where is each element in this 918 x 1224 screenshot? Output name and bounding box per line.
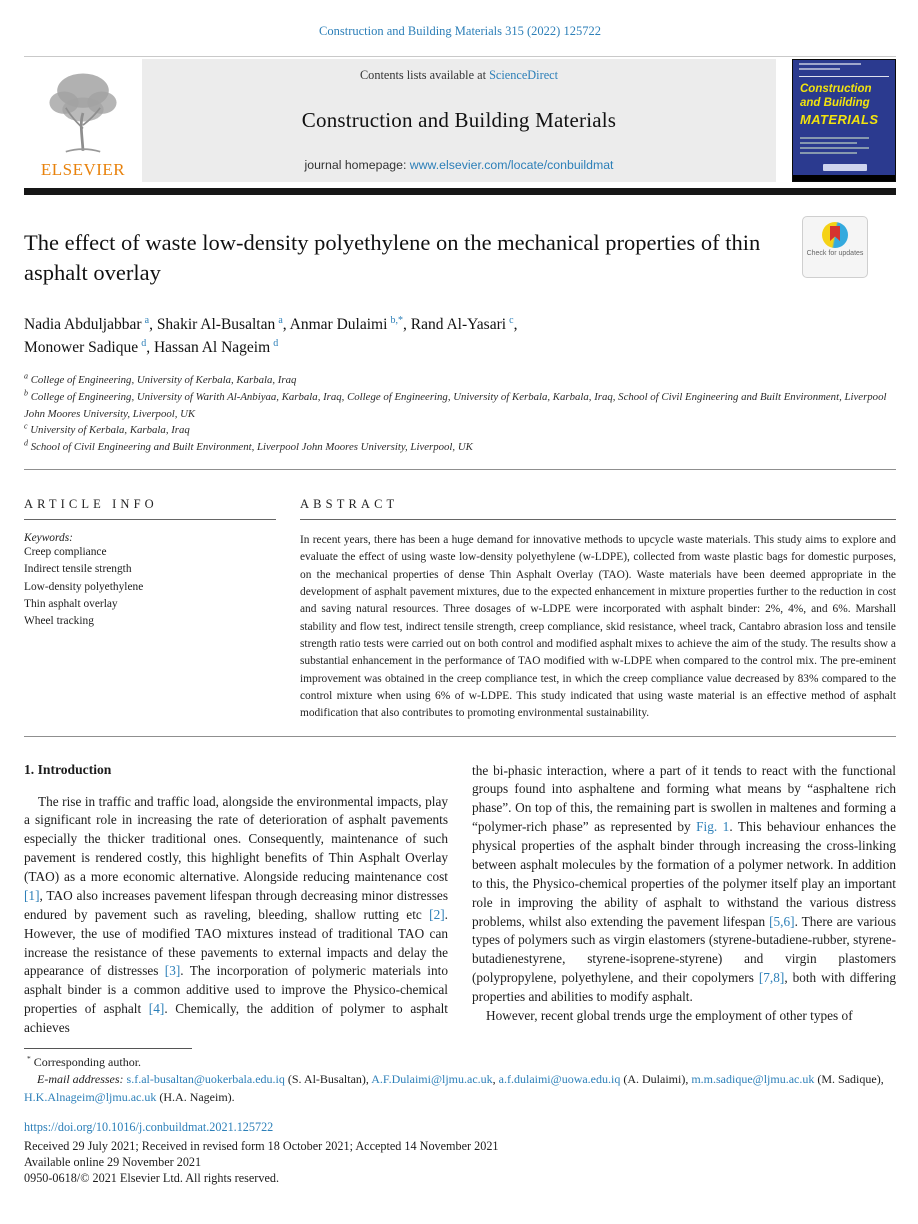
email-text: (H.A. Nageim).: [156, 1089, 235, 1104]
cover-publisher-tag: [823, 164, 867, 171]
banner-center: [142, 59, 776, 182]
affiliation: $^d$ School of Civil Engineering and Built Environment, Liverpool John Moores University, Liverpool, UK: [24, 438, 473, 454]
email-label: E-mail addresses:: [37, 1072, 127, 1087]
email-link[interactable]: m.m.sadique@ljmu.ac.uk: [691, 1072, 815, 1087]
keyword: Low-density polyethylene: [24, 580, 144, 593]
contents-line: [152, 68, 766, 83]
keyword: Creep compliance: [24, 545, 107, 558]
email-addresses-line: [24, 1071, 896, 1106]
cover-bottom-strip: [793, 175, 895, 181]
copyright-line: 0950-0618/© 2021 Elsevier Ltd. All rights reserved.: [24, 1171, 279, 1186]
journal-cover-thumbnail: [792, 59, 896, 182]
affiliation: $^b$ College of Engineering, University of Warith Al-Anbiyaa, Karbala, Iraq, College of Engineering, University of Kerbala, Karbala, Iraq, School of Civil Engineering and Built Environment, Liverpool John Moores University, Liverpool, UK: [24, 388, 887, 420]
article-title: The effect of waste low-density polyethylene on the mechanical properties of thin asphalt overlay: [24, 230, 761, 286]
citation-link[interactable]: [7,8]: [758, 970, 785, 986]
homepage-link[interactable]: www.elsevier.com/locate/conbuildmat: [409, 158, 614, 172]
journal-title: Construction and Building Materials: [301, 108, 617, 132]
sciencedirect-link[interactable]: ScienceDirect: [489, 68, 559, 82]
citation-link[interactable]: [3]: [164, 963, 181, 979]
check-updates-label: Check for updates: [806, 250, 864, 257]
section-divider-bottom: [24, 736, 896, 737]
cover-title-line3: MATERIALS: [800, 111, 879, 127]
homepage-prefix: journal homepage:: [304, 158, 410, 172]
article-info-rule: [24, 519, 276, 520]
elsevier-wordmark: ELSEVIER: [40, 160, 126, 179]
keywords-label: Keywords:: [24, 531, 73, 544]
intro-heading: 1. Introduction: [24, 761, 112, 777]
available-online-line: Available online 29 November 2021: [24, 1155, 202, 1170]
crossmark-icon: [822, 222, 848, 248]
figure-link[interactable]: Fig. 1: [696, 819, 730, 835]
elsevier-logo: [24, 59, 142, 182]
info-abstract-section: [24, 497, 896, 723]
crossmark-ribbon-icon: [830, 226, 840, 241]
cover-decor-bar: [799, 63, 861, 65]
cover-decor-bar: [800, 137, 869, 139]
abstract-text: In recent years, there has been a huge demand for innovative methods to upcycle waste materials. This study aims to explore and evaluate the effect of using waste low-density polyethylene (w-LDPE), collected from waste plastic bags for domestic purposes, on the mechanical properties of dense Thin Asphalt Overlay (TAO). Waste materials have been deemed appropriate in the development of asphalt pavement mixtures, due to the expected enhancement in mixture properties further to the reduction in cost and saving natural resources. Three dosages of w-LDPE were incorporated with asphalt binder: 2%, 4%, and 6%. Marshall stability and flow test, indirect tensile strength, creep compliance, skid resistance, wheel track, Cantabro abrasion loss and tensile strength ratio tests were carried out on both control and modified asphalt mixes to achieve the aim of the study. The results show a substantial enhancement in the performance of TAO modified with w-LDPE when compared to the control mix. The pre-eminent improvement was obtained in the creep compliance test, in which the creep compliance value decreased by 83% compared to the control mixture when using 6% of w-LDPE. This study indicated that using waste material is an effective method of asphalt modification that also contributes to promoting environmental sustainability.: [300, 533, 896, 720]
email-line: [24, 1072, 884, 1103]
section-divider-top: [24, 469, 896, 470]
keyword: Thin asphalt overlay: [24, 597, 118, 610]
intro-paragraph-left: The rise in traffic and traffic load, alongside the environmental impacts, play a significant role in increasing the rate of deterioration of asphalt pavements especially the thicker traditional ones. Consequently, maintenance of such pavement is rendered costly, this highlight benefits of Thin Asphalt Overlay (TAO) as a more economic alternative. Alongside reducing maintenance cost [1], TAO also increases pavement lifespan through decreasing minor distresses endured by pavement such as raveling, bleeding, shallow rutting etc [2]. However, the use of modified TAO mixtures instead of traditional TAO can increase the resistance of these pavements to external impacts and delay the appearance of distresses [3]. The incorporation of polymeric materials into asphalt binder is a common additive used to improve the Physico-chemical properties of asphalt [4]. Chemically, the addition of polymer to asphalt achieves: [24, 793, 448, 1036]
author-name: Rand Al-Yasari $^c$,: [410, 314, 518, 333]
intro-paragraph-right: the bi-phasic interaction, where a part of it tends to react with the functional groups found into asphaltene and forming what means by “asphaltene rich phase”. On top of this, the remaining part is swollen in maltenes and forming a “polymer-rich phase” as represented by Fig. 1. This behaviour enhances the physical properties of the asphalt binder through increasing the cross-linking between asphalt molecules by the formation of a polymer network. In addition to this, the Physico-chemical properties of the polymer itself play an important role in improving the ability of asphalt to withstand the various distress problems, whilst also extending the pavement lifespan [5,6]. There are various types of polymers such as virgin elastomers (styrene-butadiene-rubber, styrene-butadienestyrene, styrene-isoprene-styrene) and virgin plastomers (polypropylene, polyethylene, and their copolymers [7,8], both with differing properties and abilities to modify asphalt.: [472, 762, 896, 1005]
citation-link[interactable]: [1]: [24, 887, 40, 903]
email-link[interactable]: a.f.dulaimi@uowa.edu.iq: [498, 1072, 621, 1087]
journal-banner: [24, 56, 896, 182]
author-name: Hassan Al Nageim $^d$: [153, 337, 279, 356]
corresponding-marker: *: [27, 1053, 31, 1063]
check-for-updates-badge[interactable]: [802, 216, 868, 278]
cover-title-line1: Construction: [800, 83, 872, 95]
email-link[interactable]: s.f.al-busaltan@uokerbala.edu.iq: [126, 1072, 285, 1087]
intro-paragraph-right-2: However, recent global trends urge the employment of other types of: [486, 1007, 853, 1023]
cover-title-line2: and Building: [800, 97, 870, 110]
journal-citation: Construction and Building Materials 315 (2022) 125722: [319, 24, 601, 38]
author-name: Monower Sadique $^d$,: [24, 337, 154, 356]
citation-link[interactable]: [5,6]: [769, 913, 795, 929]
author-name: Anmar Dulaimi $^{b,*}$,: [289, 314, 411, 333]
keyword: Indirect tensile strength: [24, 563, 132, 576]
email-link[interactable]: H.K.Alnageim@ljmu.ac.uk: [24, 1089, 157, 1104]
email-link[interactable]: A.F.Dulaimi@ljmu.ac.uk: [371, 1072, 493, 1087]
affiliation: $^c$ University of Kerbala, Karbala, Iraq: [24, 421, 190, 437]
article-metadata: [24, 1119, 896, 1186]
email-text: (M. Sadique),: [814, 1072, 884, 1087]
author-name: Nadia Abduljabbar $^a$,: [24, 314, 157, 333]
abstract-column: [300, 497, 896, 723]
affiliation: $^a$ College of Engineering, University of Kerbala, Karbala, Iraq: [24, 371, 297, 387]
body-right-column: [460, 762, 896, 1038]
author-list: [24, 313, 896, 360]
keyword: Wheel tracking: [24, 615, 94, 628]
cover-decor-bar: [800, 142, 857, 144]
article-info-column: [24, 497, 276, 723]
footnote-section: [24, 1048, 896, 1106]
cover-decor-bar: [800, 147, 869, 149]
elsevier-tree-icon: [40, 67, 126, 159]
email-text: ,: [492, 1072, 499, 1087]
contents-prefix: Contents lists available at: [359, 68, 490, 82]
title-section: [24, 228, 896, 289]
citation-link[interactable]: [4]: [148, 1001, 165, 1017]
footnote-rule: [24, 1048, 192, 1049]
email-text: (A. Dulaimi),: [620, 1072, 692, 1087]
author-name: Shakir Al-Busaltan $^a$,: [156, 314, 290, 333]
homepage-line: [152, 158, 766, 172]
keyword-list: [24, 544, 276, 631]
abstract-rule: [300, 519, 896, 520]
cover-decor-bar: [800, 152, 857, 154]
citation-link[interactable]: [2]: [429, 906, 445, 922]
cover-rule: [799, 76, 889, 77]
corresponding-author-note: * Corresponding author.: [27, 1053, 142, 1069]
abstract-heading: ABSTRACT: [300, 496, 399, 511]
email-text: (S. Al-Busaltan),: [284, 1072, 372, 1087]
doi-link[interactable]: https://doi.org/10.1016/j.conbuildmat.2021.125722: [24, 1120, 274, 1135]
article-body: [24, 762, 896, 1038]
cover-decor-bar: [799, 68, 840, 70]
header-divider-bar: [24, 188, 896, 195]
affiliation-list: [24, 372, 896, 456]
received-line: Received 29 July 2021; Received in revised form 18 October 2021; Accepted 14 November 2021: [24, 1139, 499, 1154]
body-left-column: [24, 762, 460, 1038]
article-info-heading: ARTICLE INFO: [24, 496, 158, 511]
